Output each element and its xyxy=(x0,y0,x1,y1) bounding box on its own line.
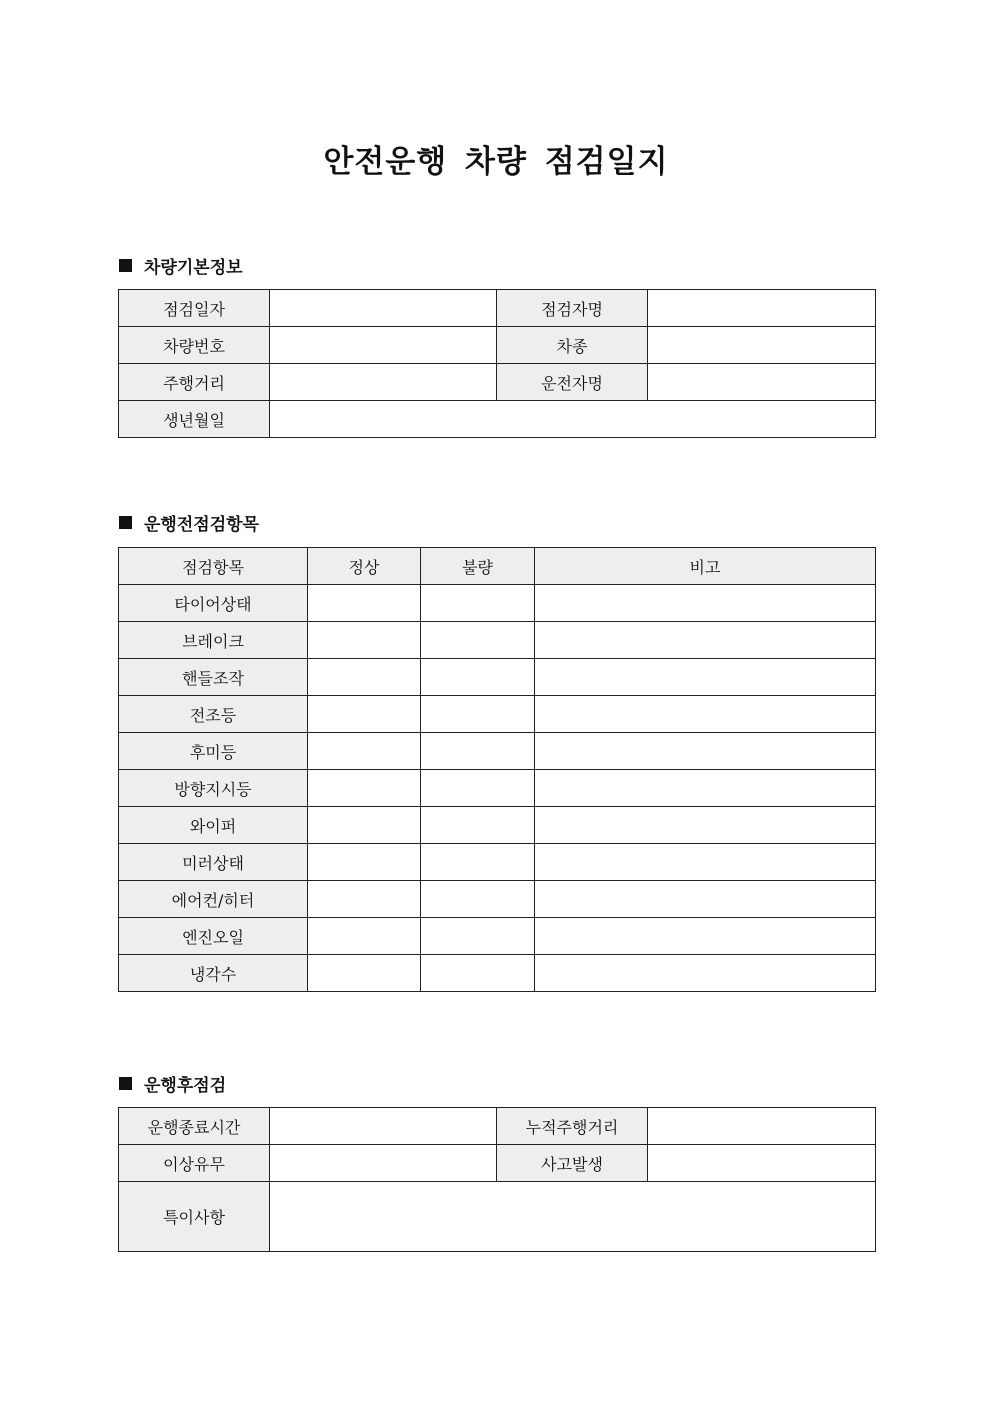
total-mileage-field[interactable] xyxy=(648,1108,876,1145)
page-title: 안전운행 차량 점검일지 xyxy=(323,144,669,180)
label-cell: 점검자명 xyxy=(497,290,648,327)
label-cell: 이상유무 xyxy=(119,1145,270,1182)
remarks-cell[interactable] xyxy=(535,918,876,955)
normal-check-cell[interactable] xyxy=(308,844,421,881)
defect-check-cell[interactable] xyxy=(421,955,535,992)
table-row xyxy=(119,659,876,696)
table-row xyxy=(119,1145,876,1182)
column-header: 불량 xyxy=(421,548,535,585)
defect-check-cell[interactable] xyxy=(421,733,535,770)
remarks-cell[interactable] xyxy=(535,807,876,844)
check-item-label: 에어컨/히터 xyxy=(119,881,308,918)
table-row xyxy=(119,1182,876,1252)
defect-check-cell[interactable] xyxy=(421,807,535,844)
square-bullet-icon xyxy=(119,516,132,529)
section-heading-post-trip xyxy=(119,1071,226,1095)
table-row xyxy=(119,844,876,881)
accident-field[interactable] xyxy=(648,1145,876,1182)
label-cell: 차종 xyxy=(497,327,648,364)
label-cell: 차량번호 xyxy=(119,327,270,364)
defect-check-cell[interactable] xyxy=(421,622,535,659)
table-row xyxy=(119,585,876,622)
remarks-cell[interactable] xyxy=(535,733,876,770)
remarks-cell[interactable] xyxy=(535,844,876,881)
label-cell: 사고발생 xyxy=(497,1145,648,1182)
remarks-cell[interactable] xyxy=(535,770,876,807)
defect-check-cell[interactable] xyxy=(421,881,535,918)
label-cell: 생년월일 xyxy=(119,401,270,438)
defect-check-cell[interactable] xyxy=(421,770,535,807)
section-heading-label: 운행전점검항목 xyxy=(144,514,259,535)
special-notes-field[interactable] xyxy=(270,1182,876,1252)
abnormality-field[interactable] xyxy=(270,1145,497,1182)
check-item-label: 후미등 xyxy=(119,733,308,770)
section-heading-pre-trip xyxy=(119,510,259,534)
defect-check-cell[interactable] xyxy=(421,659,535,696)
inspection-date-field[interactable] xyxy=(270,290,497,327)
label-cell: 누적주행거리 xyxy=(497,1108,648,1145)
column-header: 점검항목 xyxy=(119,548,308,585)
defect-check-cell[interactable] xyxy=(421,696,535,733)
label-cell: 특이사항 xyxy=(119,1182,270,1252)
normal-check-cell[interactable] xyxy=(308,918,421,955)
table-row xyxy=(119,401,876,438)
vehicle-number-field[interactable] xyxy=(270,327,497,364)
section-heading-label: 차량기본정보 xyxy=(144,257,243,278)
column-header: 정상 xyxy=(308,548,421,585)
table-row xyxy=(119,696,876,733)
check-item-label: 브레이크 xyxy=(119,622,308,659)
check-item-label: 방향지시등 xyxy=(119,770,308,807)
table-row xyxy=(119,290,876,327)
table-row xyxy=(119,1108,876,1145)
remarks-cell[interactable] xyxy=(535,955,876,992)
remarks-cell[interactable] xyxy=(535,659,876,696)
remarks-cell[interactable] xyxy=(535,881,876,918)
defect-check-cell[interactable] xyxy=(421,844,535,881)
birth-date-field[interactable] xyxy=(270,401,876,438)
check-item-label: 핸들조작 xyxy=(119,659,308,696)
normal-check-cell[interactable] xyxy=(308,585,421,622)
section-heading-label: 운행후점검 xyxy=(144,1075,227,1096)
table-row xyxy=(119,364,876,401)
table-header-row xyxy=(119,548,876,585)
normal-check-cell[interactable] xyxy=(308,733,421,770)
check-item-label: 냉각수 xyxy=(119,955,308,992)
remarks-cell[interactable] xyxy=(535,622,876,659)
square-bullet-icon xyxy=(119,259,132,272)
square-bullet-icon xyxy=(119,1077,132,1090)
table-row xyxy=(119,955,876,992)
check-item-label: 엔진오일 xyxy=(119,918,308,955)
table-row xyxy=(119,807,876,844)
label-cell: 점검일자 xyxy=(119,290,270,327)
check-item-label: 타이어상태 xyxy=(119,585,308,622)
mileage-field[interactable] xyxy=(270,364,497,401)
normal-check-cell[interactable] xyxy=(308,622,421,659)
table-row xyxy=(119,733,876,770)
table-row xyxy=(119,881,876,918)
normal-check-cell[interactable] xyxy=(308,955,421,992)
check-item-label: 미러상태 xyxy=(119,844,308,881)
normal-check-cell[interactable] xyxy=(308,807,421,844)
label-cell: 주행거리 xyxy=(119,364,270,401)
normal-check-cell[interactable] xyxy=(308,770,421,807)
basic-info-table xyxy=(118,289,876,438)
label-cell: 운행종료시간 xyxy=(119,1108,270,1145)
check-item-label: 와이퍼 xyxy=(119,807,308,844)
remarks-cell[interactable] xyxy=(535,696,876,733)
remarks-cell[interactable] xyxy=(535,585,876,622)
table-row xyxy=(119,327,876,364)
defect-check-cell[interactable] xyxy=(421,918,535,955)
table-row xyxy=(119,918,876,955)
pre-trip-checklist-table xyxy=(118,547,876,992)
vehicle-type-field[interactable] xyxy=(648,327,876,364)
table-row xyxy=(119,622,876,659)
post-trip-table xyxy=(118,1107,876,1252)
check-item-label: 전조등 xyxy=(119,696,308,733)
column-header: 비고 xyxy=(535,548,876,585)
normal-check-cell[interactable] xyxy=(308,696,421,733)
section-heading-basic-info xyxy=(119,253,243,277)
inspector-name-field[interactable] xyxy=(648,290,876,327)
driver-name-field[interactable] xyxy=(648,364,876,401)
trip-end-time-field[interactable] xyxy=(270,1108,497,1145)
normal-check-cell[interactable] xyxy=(308,659,421,696)
normal-check-cell[interactable] xyxy=(308,881,421,918)
table-row xyxy=(119,770,876,807)
defect-check-cell[interactable] xyxy=(421,585,535,622)
label-cell: 운전자명 xyxy=(497,364,648,401)
